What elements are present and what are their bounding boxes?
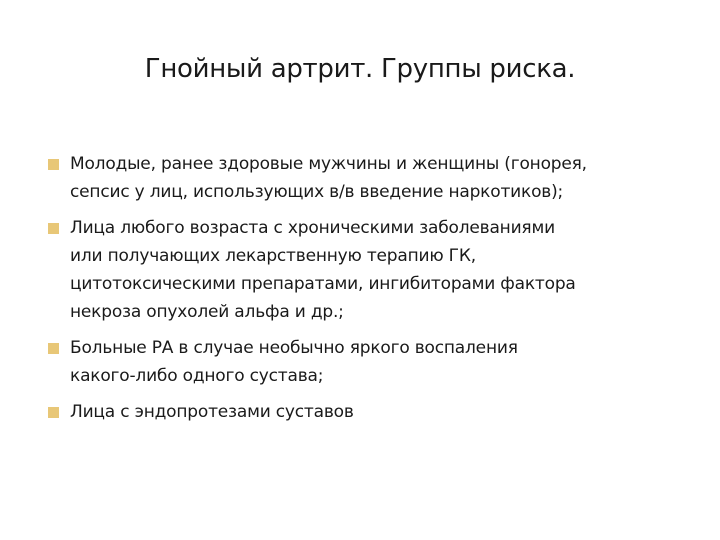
bullet-text: Лица любого возраста с хроническими заболеваниями или получающих лекарственную терапию ГК, цитотоксическими препаратами, ингибиторами фактора некроза опухолей альфа и др.; [70,218,576,322]
bullet-square-icon [48,223,59,234]
bullet-item [48,334,688,390]
bullet-text: Больные РА в случае необычно яркого воспаления какого-либо одного сустава; [70,338,518,386]
bullet-item [48,150,688,206]
bullet-text: Молодые, ранее здоровые мужчины и женщины (гонорея, сепсис у лиц, использующих в/в введение наркотиков); [70,154,587,202]
bullet-text: Лица с эндопротезами суставов [70,402,354,422]
bullet-square-icon [48,407,59,418]
bullet-item [48,214,688,326]
slide-title: Гнойный артрит. Группы риска. [144,54,576,84]
bullet-item [48,398,688,426]
bullet-list [48,150,688,434]
bullet-square-icon [48,343,59,354]
bullet-square-icon [48,159,59,170]
